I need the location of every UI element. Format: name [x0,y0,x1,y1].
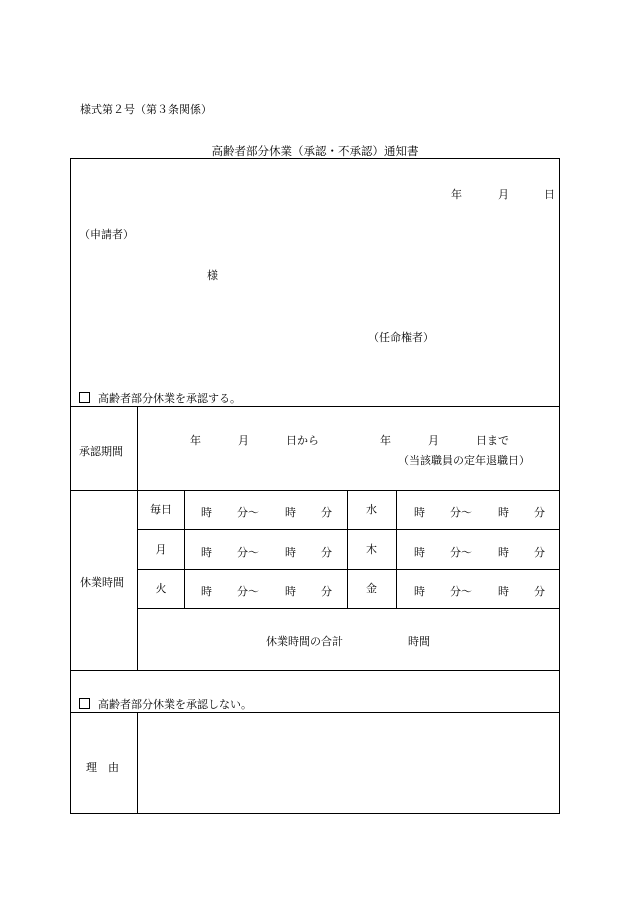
approval-period-label: 承認期間 [79,445,123,458]
time-unit: 分～ [237,506,259,519]
date-year: 年 [451,188,462,201]
time-unit: 分 [321,546,332,559]
period-from-year: 年 [190,434,201,447]
period-to-month: 月 [428,434,439,447]
approve-checkbox[interactable] [79,392,90,403]
time-unit: 分 [534,506,545,519]
date-day: 日 [544,188,555,201]
time-unit: 分～ [450,506,472,519]
time-unit: 時 [285,506,296,519]
divider-hours-bottom [70,670,560,671]
time-unit: 分 [321,585,332,598]
day-column-line-right [396,490,397,608]
divider-row-3 [138,608,560,609]
divider-period-bottom [70,490,560,491]
deny-label: 高齢者部分休業を承認しない。 [98,698,252,711]
time-unit: 分 [534,546,545,559]
time-unit: 時 [201,546,212,559]
day-label-fri: 金 [366,582,377,595]
time-unit: 時 [285,546,296,559]
day-column-line-left [184,490,185,608]
form-number: 様式第２号（第３条関係） [80,103,212,116]
day-label-thu: 木 [366,543,377,556]
document-title: 高齢者部分休業（承認・不承認）通知書 [211,144,419,158]
day-label-wed: 水 [366,503,377,516]
retirement-note: （当該職員の定年退職日） [398,454,530,467]
time-unit: 時 [285,585,296,598]
deny-option[interactable] [79,696,252,712]
time-unit: 時 [414,546,425,559]
time-unit: 時 [498,546,509,559]
divider-approve-top [70,406,560,407]
sama-label: 様 [207,269,218,282]
time-unit: 分～ [450,546,472,559]
time-unit: 分～ [237,546,259,559]
date-month: 月 [498,188,509,201]
time-unit: 分 [534,585,545,598]
day-label-everyday: 毎日 [150,503,172,516]
time-unit: 時 [414,585,425,598]
deny-checkbox[interactable] [79,698,90,709]
reason-field[interactable] [138,713,559,813]
day-label-tue: 火 [155,582,167,595]
time-unit: 分 [321,506,332,519]
period-to-year: 年 [380,434,391,447]
total-hours-label: 休業時間の合計 [266,635,343,648]
reason-label: 理 由 [86,761,119,774]
time-unit: 時 [201,585,212,598]
approve-option[interactable] [79,390,241,406]
applicant-label: （申請者） [79,228,134,241]
hours-label: 休業時間 [80,576,124,589]
label-column-line [137,406,138,670]
total-hours-unit: 時間 [408,635,430,648]
time-unit: 分～ [237,585,259,598]
time-unit: 時 [498,585,509,598]
time-unit: 時 [414,506,425,519]
divider-row-1 [138,529,560,530]
approve-label: 高齢者部分休業を承認する。 [98,392,241,405]
time-unit: 分～ [450,585,472,598]
period-from-month: 月 [238,434,249,447]
period-from-day: 日から [286,434,319,447]
appointer-label: （任命権者） [368,331,434,344]
period-to-day: 日まで [476,434,509,447]
time-unit: 時 [498,506,509,519]
time-unit: 時 [201,506,212,519]
day-label-mon: 月 [155,543,167,556]
divider-row-2 [138,569,560,570]
